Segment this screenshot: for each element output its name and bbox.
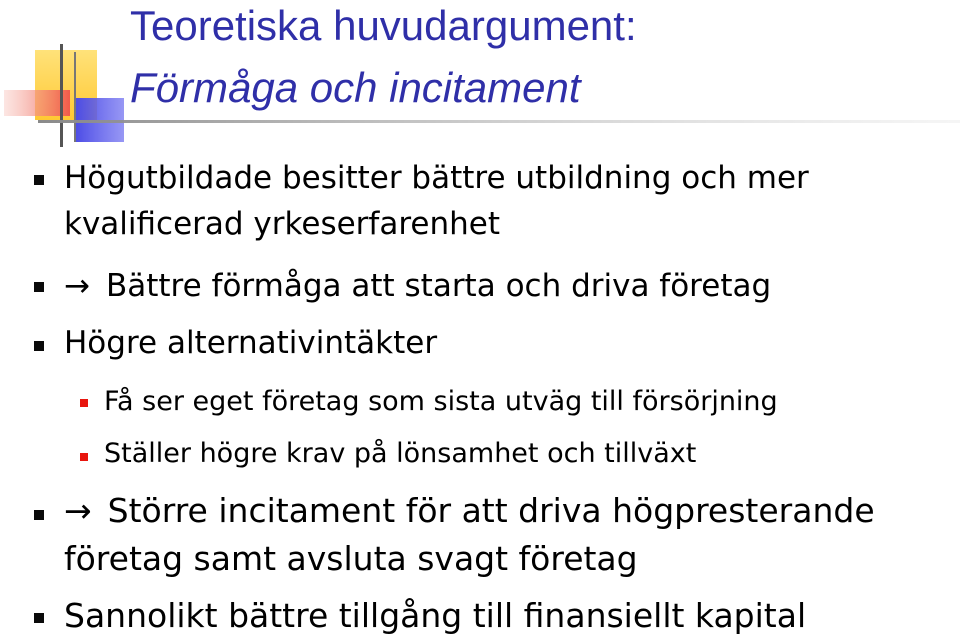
title-line-1: Teoretiska huvudargument: bbox=[130, 2, 637, 49]
sub-bullet-item bbox=[104, 437, 696, 471]
square-bullet-icon bbox=[34, 510, 44, 520]
bullet-text: Bättre förmåga att starta och driva företag bbox=[105, 268, 772, 304]
right-arrow-icon: → bbox=[64, 491, 92, 530]
square-bullet-icon bbox=[34, 613, 44, 623]
bullet-item bbox=[64, 158, 809, 245]
red-square-bullet-icon bbox=[80, 399, 88, 407]
bullet-text: Högre alternativintäkter bbox=[64, 325, 438, 361]
bullet-item bbox=[64, 487, 875, 583]
bullet-text: Sannolikt bättre tillgång till finansiellt kapital bbox=[64, 596, 807, 635]
bullet-text-line: Högutbildade besitter bättre utbildning och mer bbox=[64, 160, 809, 196]
bullet-text-line: företag samt avsluta svagt företag bbox=[64, 539, 638, 578]
square-bullet-icon bbox=[34, 341, 44, 351]
bullet-text-line bbox=[64, 487, 875, 535]
bullet-item bbox=[64, 592, 806, 640]
title-line-2: Förmåga och incitament bbox=[130, 64, 581, 111]
bullet-text: Större incitament för att driva högpresterande bbox=[107, 491, 875, 530]
square-bullet-icon bbox=[34, 282, 44, 292]
bullet-item bbox=[64, 266, 771, 307]
sub-bullet-text: Ställer högre krav på lönsamhet och tillväxt bbox=[104, 438, 697, 469]
red-square-bullet-icon bbox=[80, 453, 88, 461]
sub-bullet-item bbox=[104, 385, 778, 419]
right-arrow-icon: → bbox=[64, 268, 90, 304]
sub-bullet-text: Få ser eget företag som sista utväg till försörjning bbox=[104, 386, 778, 417]
square-bullet-icon bbox=[34, 175, 44, 185]
bullet-item bbox=[64, 323, 437, 364]
bullet-text-line: kvalificerad yrkeserfarenhet bbox=[64, 206, 500, 242]
